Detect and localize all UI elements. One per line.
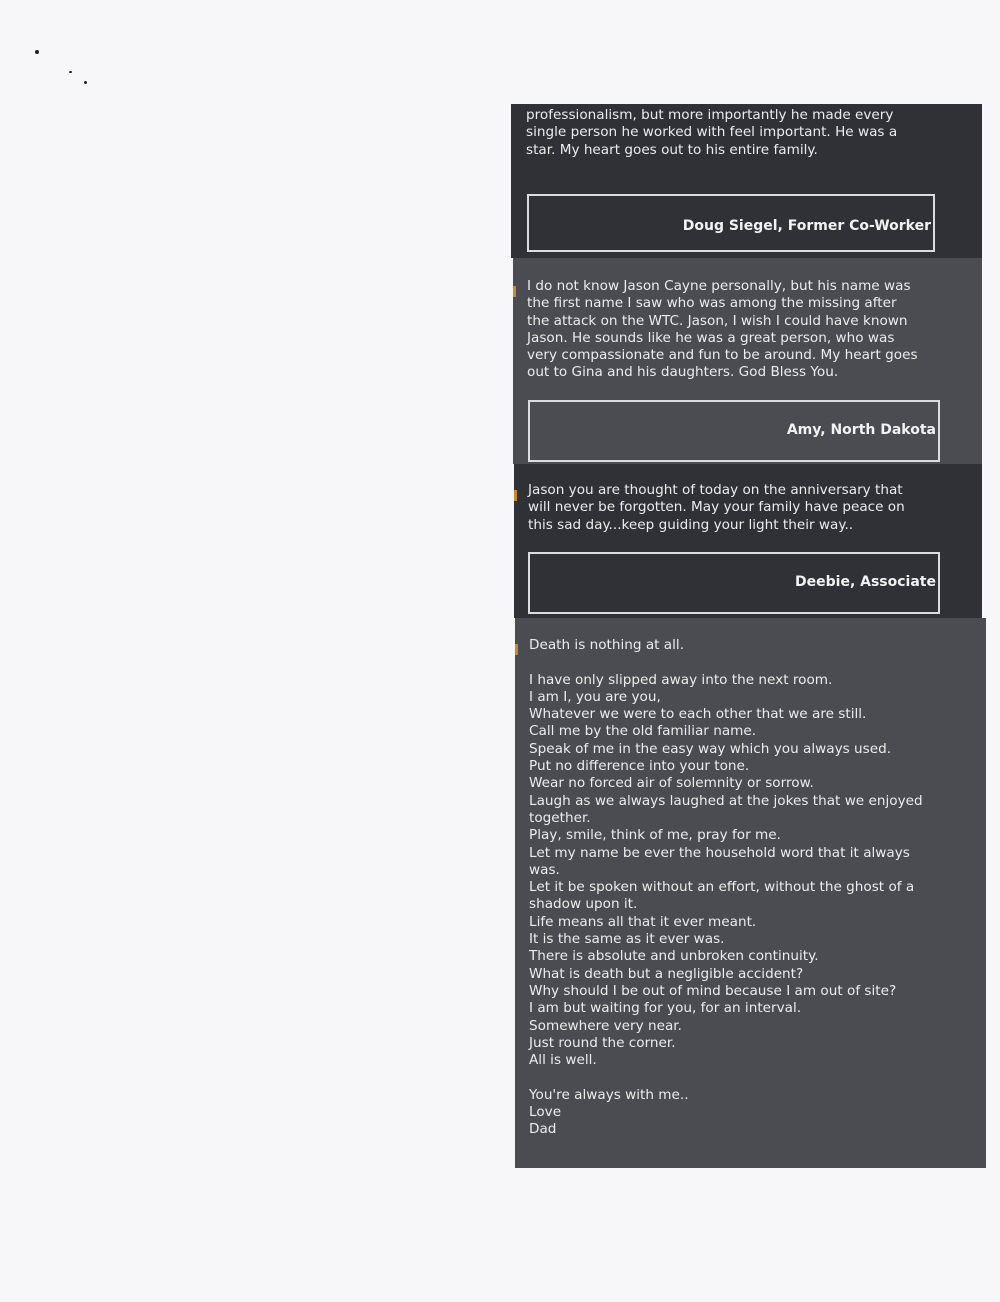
entry-signature-box <box>527 194 935 252</box>
scan-speck <box>69 71 72 73</box>
entry-signature: Amy, North Dakota <box>786 422 936 438</box>
scan-speck <box>35 50 39 54</box>
entry-marker-icon <box>515 644 518 655</box>
entry-signature: Deebie, Associate <box>795 574 936 590</box>
entry-marker-icon <box>514 490 517 501</box>
entry-marker-icon <box>513 286 516 297</box>
guestbook-column <box>511 104 982 1168</box>
entry-signature: Doug Siegel, Former Co-Worker <box>682 218 931 234</box>
entry-message: I do not know Jason Cayne personally, but his name was the first name I saw who was among the missing after the attack on the WTC. Jason, I wish I could have known Jason. He sounds like he was a great person, who was very compassionate and fun to be around. My heart goes out to Gina and his daughters. God Bless You. <box>527 278 918 381</box>
entry-signature-box <box>528 400 940 462</box>
entry-signature-box <box>528 552 940 614</box>
entry-message: Jason you are thought of today on the anniversary that will never be forgotten. May your family have peace on this sad day...keep guiding your light their way.. <box>528 482 905 533</box>
guestbook-entry <box>515 618 986 1168</box>
guestbook-entry <box>513 258 982 464</box>
scan-speck <box>84 81 87 84</box>
entry-message: Death is nothing at all. I have only slipped away into the next room. I am I, you are you, Whatever we were to each other that we are still. Call me by the old familiar name. Speak of me in the easy way which you always used. Put no difference into your tone. Wear no forced air of solemnity or sorrow. Laugh as we always laughed at the jokes that we enjoyed together. Play, smile, think of me, pray for me. Let my name be ever the household word that it always was. Let it be spoken without an effort, without the ghost of a shadow upon it. Life means all that it ever meant. It is the same as it ever was. There is absolute and unbroken continuity. What is death but a negligible accident? Why should I be out of mind because I am out of site? I am but waiting for you, for an interval. Somewhere very near. Just round the corner. All is well. You're always with me.. Love Dad <box>529 637 923 1138</box>
guestbook-entry <box>511 104 982 258</box>
entry-message: professionalism, but more importantly he made every single person he worked with feel important. He was a star. My heart goes out to his entire family. <box>526 107 898 158</box>
guestbook-entry <box>514 464 982 618</box>
